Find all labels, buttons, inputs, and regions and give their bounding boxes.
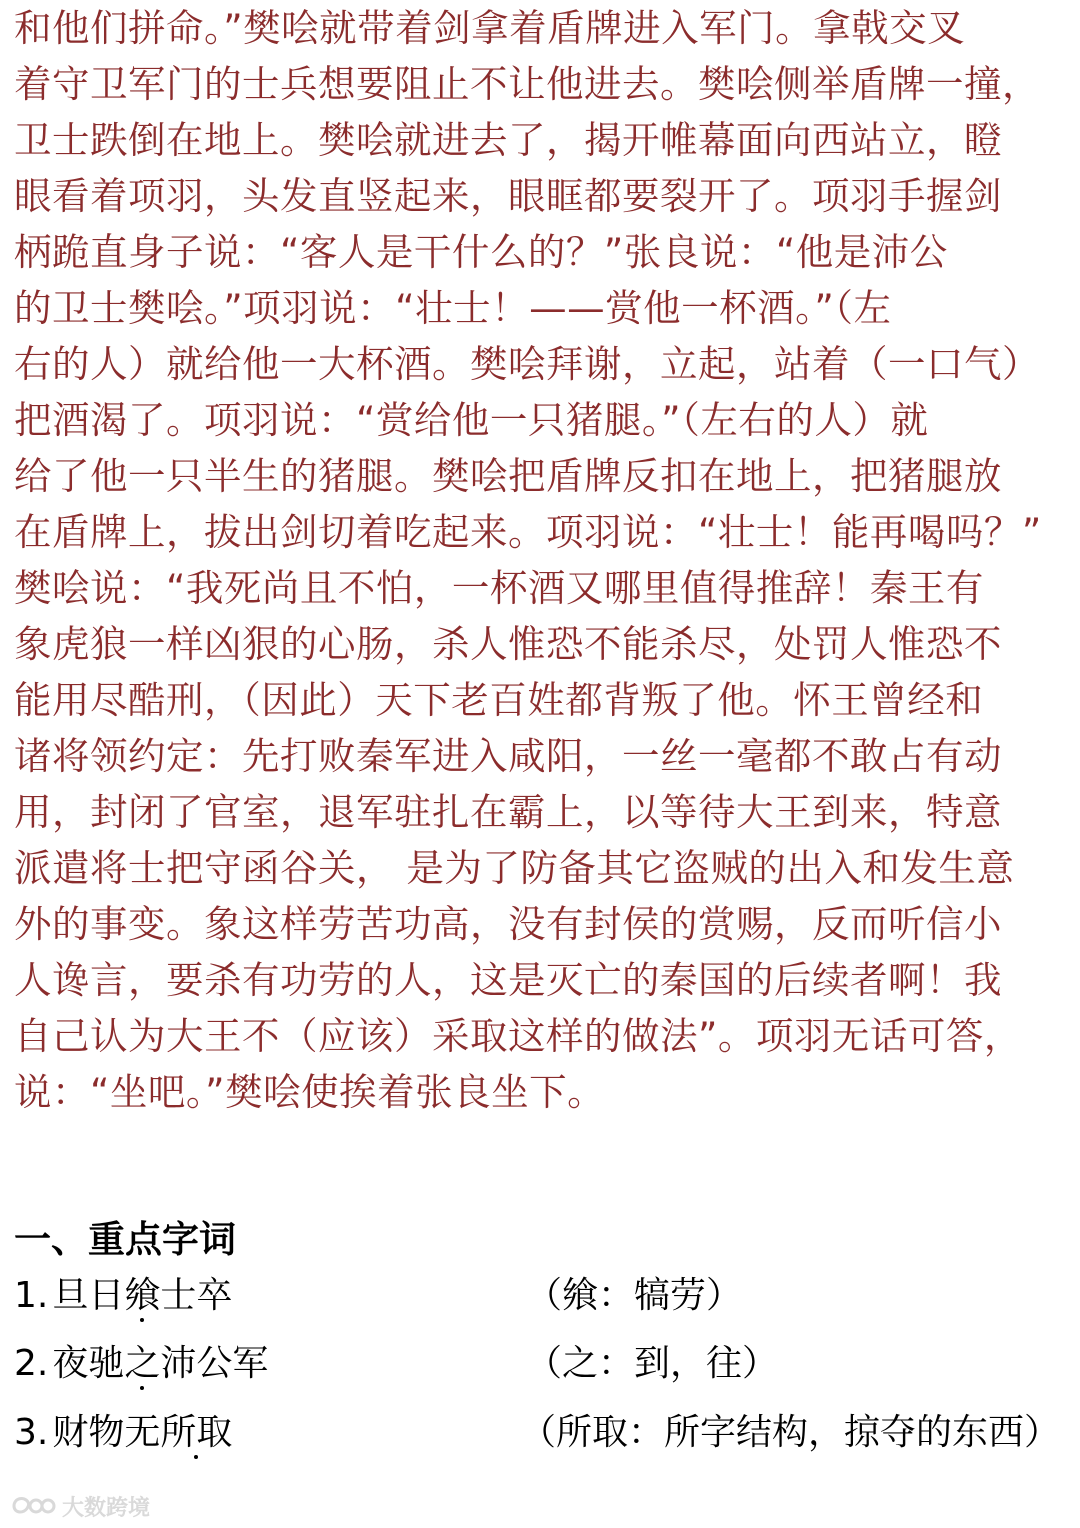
paragraph-line: 说：“坐吧。”樊哙使挨着张良坐下。 <box>14 1070 606 1114</box>
paragraph-line: 和他们拼命。”樊哙就带着剑拿着盾牌进入军门。拿戟交叉 <box>14 6 966 50</box>
paragraph-line: 自己认为大王不（应该）采取这样的做法”。项羽无话可答， <box>14 1014 1022 1058</box>
paragraph-line: 能用尽酷刑，（因此）天下老百姓都背叛了他。怀王曾经和 <box>14 678 984 722</box>
item-number: 1. <box>14 1275 49 1316</box>
paragraph-line: 象虎狼一样凶狠的心肠，杀人惟恐不能杀尽，处罚人惟恐不 <box>14 622 1002 666</box>
paragraph-line: 卫士跌倒在地上。樊哙就进去了，揭开帷幕面向西站立，瞪 <box>14 118 1002 162</box>
emphasis-dot-word: 之 <box>124 1336 160 1392</box>
item-text-pre: 旦日 <box>52 1275 125 1316</box>
watermark <box>8 1488 150 1524</box>
item-sentence <box>52 1336 268 1392</box>
section-title: 一、重点字词 <box>14 1218 236 1261</box>
item-sentence <box>52 1268 232 1324</box>
emphasis-dot-word: 飨 <box>124 1268 160 1324</box>
paragraph-line: 人谗言，要杀有功劳的人，这是灭亡的秦国的后续者啊！我 <box>14 958 1002 1002</box>
item-note: （之：到，往） <box>526 1343 779 1384</box>
item-note: （飨：犒劳） <box>526 1275 743 1316</box>
paragraph-line: 派遣将士把守函谷关， 是为了防备其它盗贼的出入和发生意 <box>14 846 1015 890</box>
item-number: 2. <box>14 1343 49 1384</box>
item-note: （所取：所字结构，掠夺的东西） <box>520 1412 1061 1453</box>
vocab-item <box>14 1336 1070 1392</box>
item-text-post: 沛公军 <box>160 1343 269 1384</box>
paragraph-line: 右的人）就给他一大杯酒。樊哙拜谢，立起，站着（一口气） <box>14 342 1040 386</box>
paragraph-line: 眼看着项羽，头发直竖起来，眼眶都要裂开了。项羽手握剑 <box>14 174 1002 218</box>
emphasis-dot-word: 所取 <box>160 1405 232 1461</box>
paragraph-line: 柄跪直身子说：“客人是干什么的？”张良说：“他是沛公 <box>14 230 948 274</box>
paragraph-line: 外的事变。象这样劳苦功高，没有封侯的赏赐，反而听信小 <box>14 902 1002 946</box>
paragraph-line: 着守卫军门的士兵想要阻止不让他进去。樊哙侧举盾牌一撞， <box>14 62 1040 106</box>
vocab-item <box>14 1405 1070 1461</box>
item-sentence <box>52 1405 232 1461</box>
paragraph-line: 在盾牌上，拔出剑切着吃起来。项羽说：“壮士！能再喝吗？” <box>14 510 1042 554</box>
item-number: 3. <box>14 1412 49 1453</box>
item-text-pre: 夜驰 <box>52 1343 125 1384</box>
paragraph-line: 的卫士樊哙。”项羽说：“壮士！——赏他一杯酒。”（左 <box>14 286 892 330</box>
watermark-text: 大数跨境 <box>62 1495 151 1521</box>
paragraph-line: 樊哙说：“我死尚且不怕，一杯酒又哪里值得推辞！秦王有 <box>14 566 984 610</box>
vocab-item <box>14 1268 1070 1324</box>
paragraph-line: 用，封闭了官室，退军驻扎在霸上，以等待大王到来，特意 <box>14 790 1002 834</box>
item-text-post: 士卒 <box>160 1275 233 1316</box>
paragraph-line: 诸将领约定：先打败秦军进入咸阳，一丝一毫都不敢占有动 <box>14 734 1002 778</box>
paragraph-line: 把酒渴了。项羽说：“赏给他一只猪腿。”（左右的人）就 <box>14 398 929 442</box>
paragraph-line: 给了他一只半生的猪腿。樊哙把盾牌反扣在地上，把猪腿放 <box>14 454 1002 498</box>
item-text-pre: 财物无 <box>52 1412 161 1453</box>
watermark-logo-icon <box>8 1492 56 1520</box>
